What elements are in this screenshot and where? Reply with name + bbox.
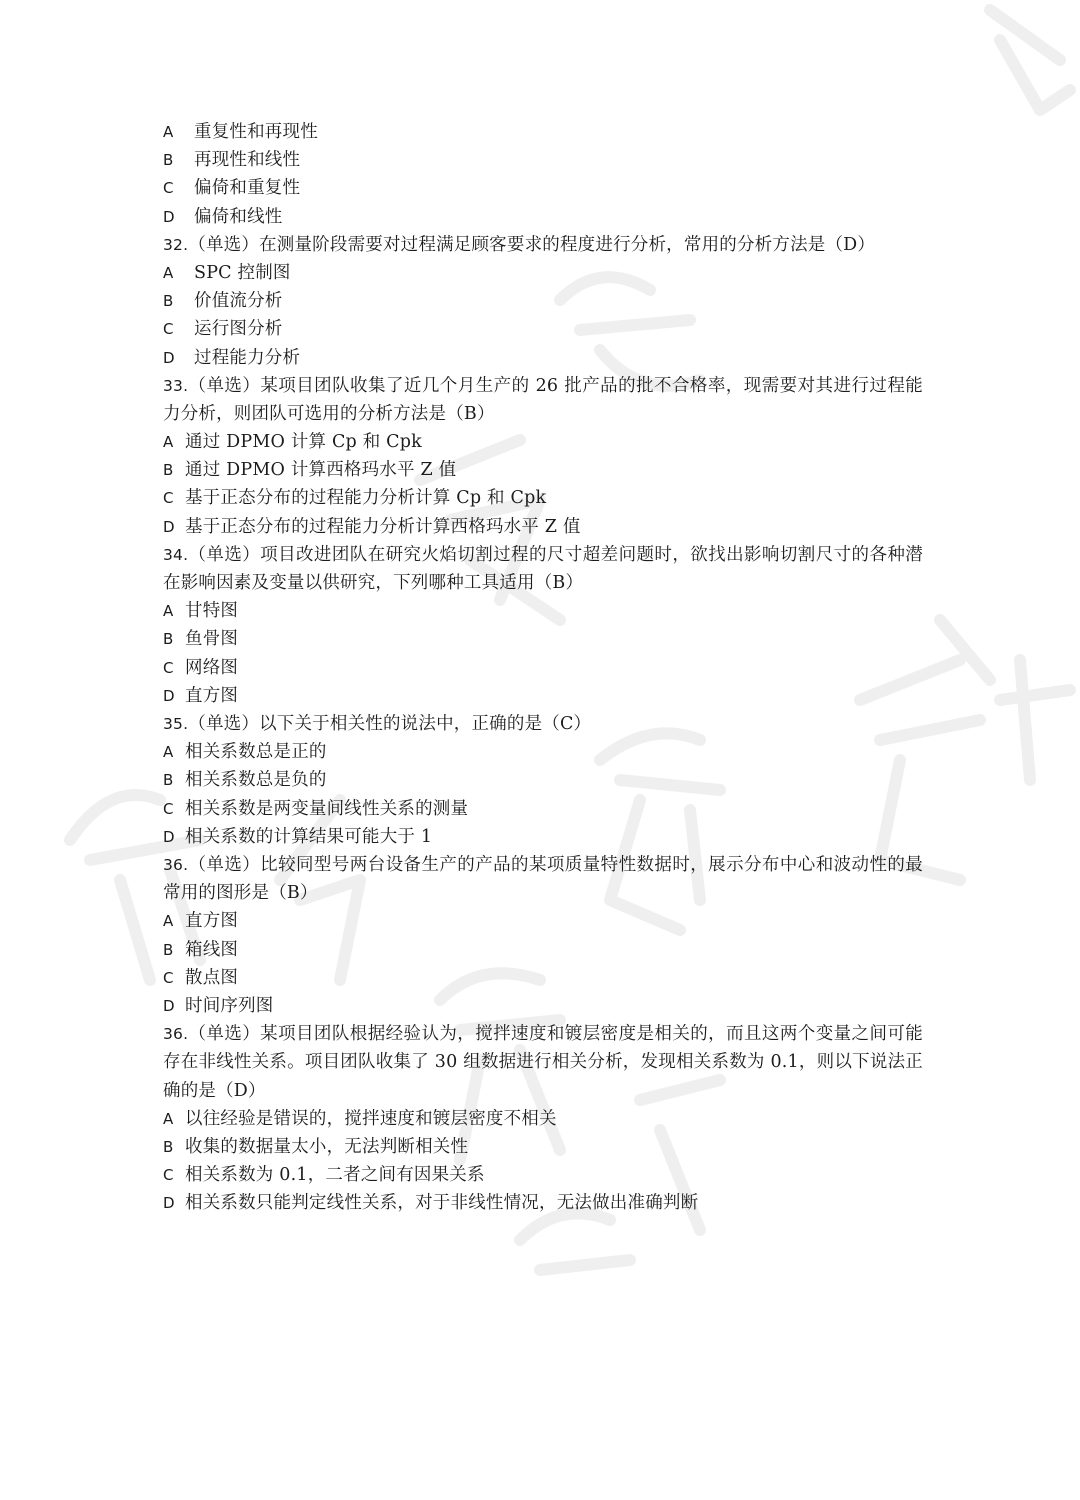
option-d: D 时间序列图: [163, 995, 274, 1016]
question-stem: 32.（单选）在测量阶段需要对过程满足顾客要求的程度进行分析，常用的分析方法是（D）: [163, 234, 876, 255]
option-b: B 鱼骨图: [163, 629, 239, 650]
option-d: D 直方图: [163, 685, 239, 706]
question-stem: 35.（单选）以下关于相关性的说法中，正确的是（C）: [163, 714, 592, 734]
option-c: C 相关系数为 0.1，二者之间有因果关系: [163, 1165, 485, 1186]
option-b: B 通过 DPMO 计算西格玛水平 Z 值: [163, 460, 457, 481]
option-c: C 相关系数是两变量间线性关系的测量: [163, 798, 469, 819]
question-stem: 36.（单选）某项目团队根据经验认为，搅拌速度和镀层密度是相关的，而且这两个变量之间可能存在非线性关系。项目团队收集了 30 组数据进行相关分析，发现相关系数为 0.1，则以下说法正确的是（D）: [163, 1024, 923, 1101]
option-a: A 相关系数总是正的: [163, 742, 327, 763]
option-a: A 重复性和再现性: [163, 122, 318, 142]
option-a: A 以往经验是错误的，搅拌速度和镀层密度不相关: [163, 1108, 557, 1129]
option-b: B 收集的数据量太小，无法判断相关性: [163, 1136, 469, 1157]
option-d: D 基于正态分布的过程能力分析计算西格玛水平 Z 值: [163, 516, 581, 537]
option-d: D 过程能力分析: [163, 347, 301, 368]
option-b: B 再现性和线性: [163, 150, 301, 171]
option-a: A 直方图: [163, 911, 239, 932]
option-a: A 甘特图: [163, 601, 239, 622]
option-d: D 相关系数的计算结果可能大于 1: [163, 826, 433, 847]
option-b: B 价值流分析: [163, 291, 283, 312]
option-c: C 网络图: [163, 657, 239, 678]
question-stem: 36.（单选）比较同型号两台设备生产的产品的某项质量特性数据时，展示分布中心和波动性的最常用的图形是（B）: [163, 854, 923, 904]
question-stem: 33.（单选）某项目团队收集了近几个月生产的 26 批产品的批不合格率，现需要对其进行过程能力分析，则团队可选用的分析方法是（B）: [163, 375, 923, 424]
option-c: C 散点图: [163, 967, 239, 988]
option-c: C 偏倚和重复性: [163, 178, 301, 199]
option-c: C 运行图分析: [163, 319, 283, 340]
option-b: B 箱线图: [163, 939, 239, 960]
option-a: A SPC 控制图: [163, 262, 291, 283]
option-a: A 通过 DPMO 计算 Cp 和 Cpk: [163, 432, 422, 453]
option-c: C 基于正态分布的过程能力分析计算 Cp 和 Cpk: [163, 488, 547, 509]
option-d: D 相关系数只能判定线性关系，对于非线性情况，无法做出准确判断: [163, 1193, 699, 1214]
option-d: D 偏倚和线性: [163, 206, 283, 227]
option-b: B 相关系数总是负的: [163, 770, 327, 791]
question-stem: 34.（单选）项目改进团队在研究火焰切割过程的尺寸超差问题时，欲找出影响切割尺寸的各种潜在影响因素及变量以供研究，下列哪种工具适用（B）: [163, 544, 923, 594]
question-list: [163, 118, 923, 1217]
